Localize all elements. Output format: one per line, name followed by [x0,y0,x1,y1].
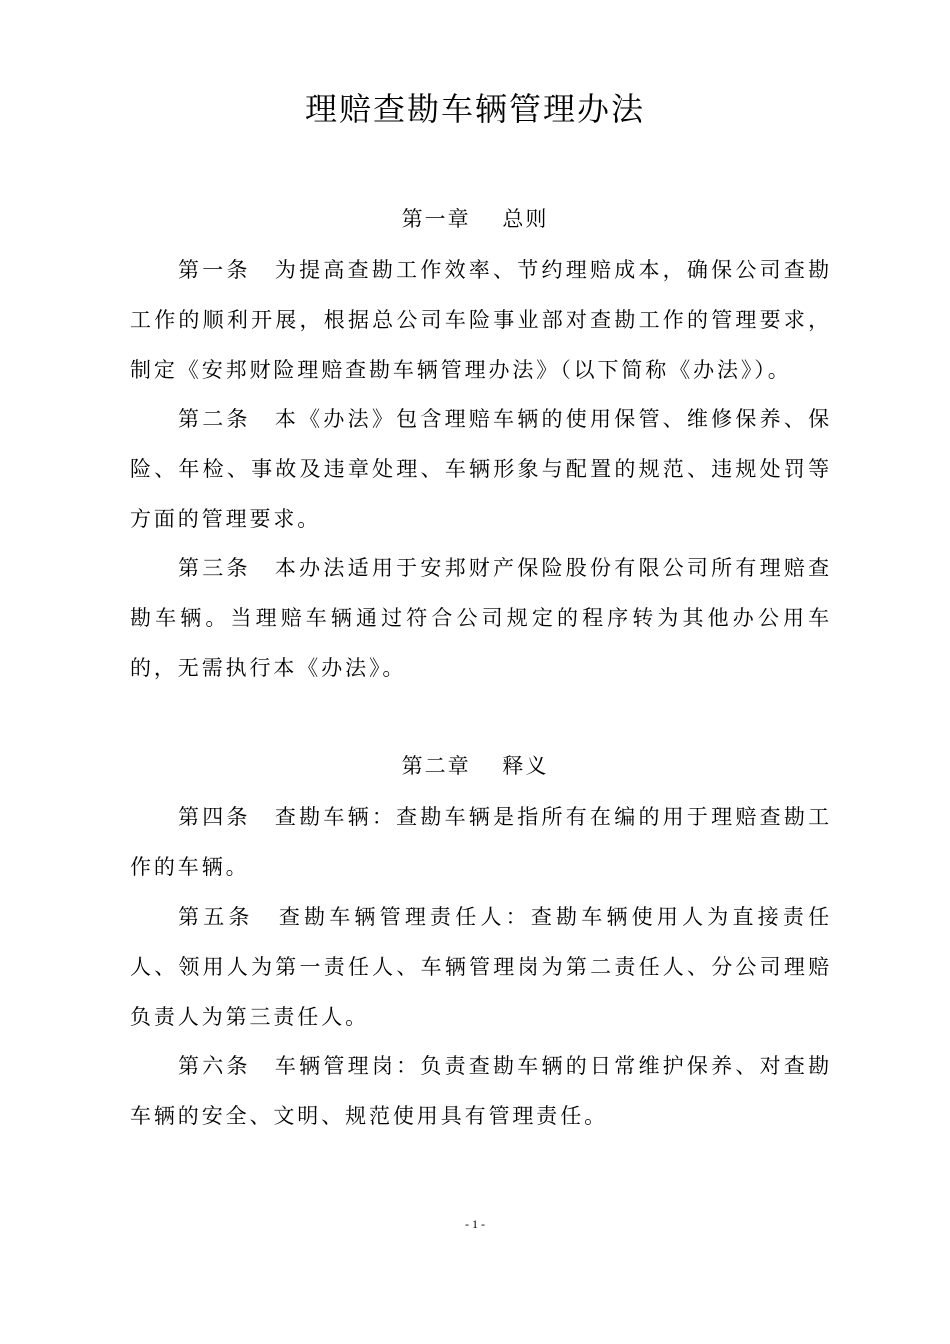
article-paragraph: 第一条 为提高查勘工作效率、节约理赔成本，确保公司查勘工作的顺利开展，根据总公司车险事业部对查勘工作的管理要求，制定《安邦财险理赔查勘车辆管理办法》（以下简称《办法》）。 [130,258,832,382]
document-title: 理赔查勘车辆管理办法 [304,90,645,128]
article-paragraph: 第六条 车辆管理岗：负责查勘车辆的日常维护保养、对查勘车辆的安全、文明、规范使用具有管理责任。 [130,1054,832,1128]
chapter-heading: 第一章 总则 [401,207,549,231]
article-paragraph: 第二条 本《办法》包含理赔车辆的使用保管、维修保养、保险、年检、事故及违章处理、车辆形象与配置的规范、违规处罚等方面的管理要求。 [130,407,832,531]
article-paragraph: 第五条 查勘车辆管理责任人：查勘车辆使用人为直接责任人、领用人为第一责任人、车辆管理岗为第二责任人、分公司理赔负责人为第三责任人。 [130,905,832,1029]
article-paragraph: 第四条 查勘车辆：查勘车辆是指所有在编的用于理赔查勘工作的车辆。 [130,805,832,879]
page-number: - 1 - [465,1217,485,1231]
chapter-heading: 第二章 释义 [401,754,549,778]
article-paragraph: 第三条 本办法适用于安邦财产保险股份有限公司所有理赔查勘车辆。当理赔车辆通过符合公司规定的程序转为其他办公用车的，无需执行本《办法》。 [130,556,832,680]
